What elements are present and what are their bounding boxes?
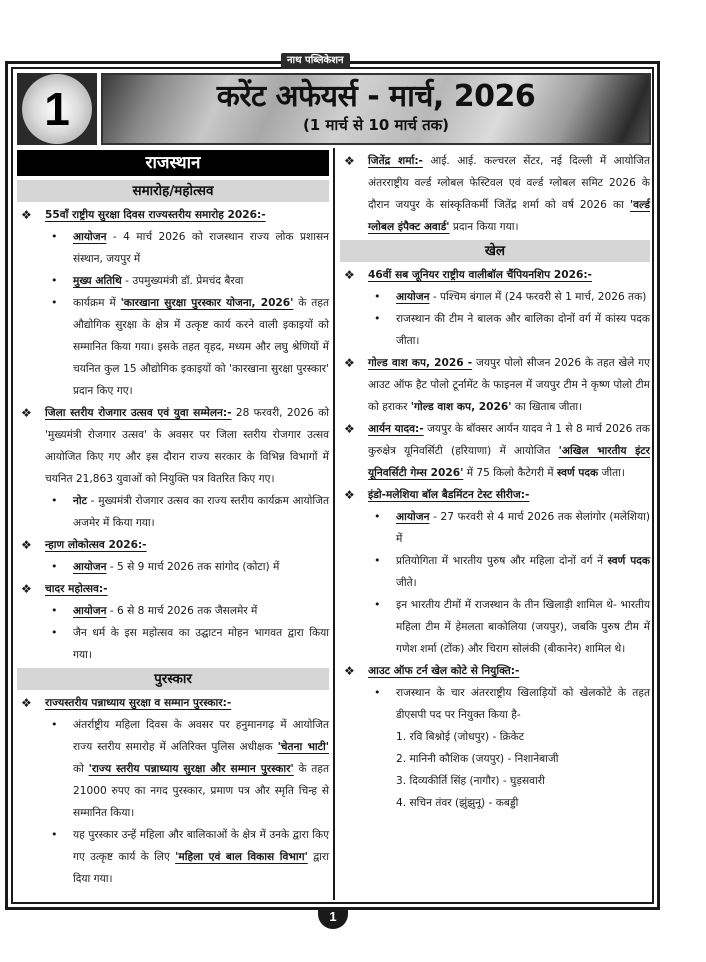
page-title: करेंट अफेयर्स - मार्च, 2026: [216, 79, 536, 114]
topic-heading: ❖ जितेंद्र शर्मा:- आई. आई. कल्चरल सेंटर, नई दिल्ली में आयोजित अंतरराष्ट्रीय वर्ल्ड ग्लोबल फेस्टिवल एवं वर्ल्ड ग्लोबल समिट 2026 के दौरान जयपुर के सांस्कृतिकर्मी जितेंद्र शर्मा को वर्ष 2026 का 'वर्ल्ड ग्लोबल इंपैक्ट अवार्ड' प्रदान किया गया।: [340, 150, 650, 238]
topic-heading: ❖ गोल्ड वाश कप, 2026 - जयपुर पोलो सीजन 2026 के तहत खेले गए आउट ऑफ हैट पोलो टूर्नामेंट के फाइनल में जयपुर टीम ने कृष्ण पोलो टीम को हराकर 'गोल्ड वाश कप, 2026' का खिताब जीता।: [340, 352, 650, 418]
bullet-icon: •: [51, 560, 58, 573]
title-banner: [101, 73, 651, 145]
numbered-item: 1. रवि बिश्नोई (जोधपुर) - क्रिकेट: [396, 731, 525, 743]
bullet-icon: •: [374, 554, 381, 567]
diamond-bullet-icon: ❖: [344, 664, 355, 678]
diamond-bullet-icon: ❖: [344, 488, 355, 502]
chapter-number: 1: [22, 74, 92, 144]
chapter-number-box: [17, 73, 97, 145]
subsection-title: खेल: [340, 240, 650, 262]
topic-heading: ❖ इंडो-मलेशिया बॉल बैडमिंटन टेस्ट सीरीज:-: [340, 484, 650, 506]
bullet-icon: •: [51, 828, 58, 841]
topic-heading: ❖ 46वीं सब जूनियर राष्ट्रीय वालीबॉल चैंपियनशिप 2026:-: [340, 264, 650, 286]
left-column: [17, 150, 329, 890]
numbered-item: 4. सचिन तंवर (झुंझुनू) - कबड्डी: [396, 797, 519, 809]
topic-heading: ❖ न्हाण लोकोत्सव 2026:-: [17, 534, 329, 556]
bullet-icon: •: [374, 290, 381, 303]
numbered-item: 3. दिव्यकीर्ति सिंह (नागौर) - घुड़सवारी: [396, 775, 545, 787]
bullet-icon: •: [374, 312, 381, 325]
publisher-label: नाथ पब्लिकेशन: [281, 53, 350, 69]
bullet-icon: •: [51, 230, 58, 243]
numbered-item: 2. मानिनी कौशिक (जयपुर) - निशानेबाजी: [396, 753, 559, 765]
diamond-bullet-icon: ❖: [344, 422, 355, 436]
diamond-bullet-icon: ❖: [21, 208, 32, 222]
list-item: • आयोजन - पश्चिम बंगाल में (24 फरवरी से 1 मार्च, 2026 तक): [340, 286, 650, 308]
bullet-icon: •: [51, 296, 58, 309]
bullet-icon: •: [374, 510, 381, 523]
subsection-title: समारोह/महोत्सव: [17, 180, 329, 202]
bullet-icon: •: [51, 494, 58, 507]
list-item: • मुख्य अतिथि - उपमुख्यमंत्री डॉ. प्रेमचंद बैरवा: [17, 270, 329, 292]
list-item: • आयोजन - 6 से 8 मार्च 2026 तक जैसलमेर में: [17, 600, 329, 622]
list-item: • राजस्थान के चार अंतरराष्ट्रीय खिलाड़ियों को खेलकोटे के तहत डीएसपी पद पर नियुक्त किया है-: [340, 682, 650, 726]
diamond-bullet-icon: ❖: [344, 268, 355, 282]
bullet-icon: •: [374, 686, 381, 699]
list-item: • अंतर्राष्ट्रीय महिला दिवस के अवसर पर हनुमानगढ़ में आयोजित राज्य स्तरीय समारोह में अतिरिक्त पुलिस अधीक्षक 'चेतना भाटी' को 'राज्य स्तरीय पन्नाध्याय सुरक्षा और सम्मान पुरस्कार' के तहत 21000 रुपए का नगद पुरस्कार, प्रमाण पत्र और स्मृति चिन्ह से सम्मानित किया।: [17, 714, 329, 824]
bullet-icon: •: [51, 604, 58, 617]
topic-heading: ❖ आउट ऑफ टर्न खेल कोटे से नियुक्ति:-: [340, 660, 650, 682]
bullet-icon: •: [51, 718, 58, 731]
topic-heading: ❖ आर्यन यादव:- जयपुर के बॉक्सर आर्यन यादव ने 1 से 8 मार्च 2026 तक कुरुक्षेत्र यूनिवर्सिटी (हरियाणा) में आयोजित 'अखिल भारतीय इंटर यूनिवर्सिटी गेम्स 2026' में 75 किलो कैटेगरी में स्वर्ण पदक जीता।: [340, 418, 650, 484]
right-column: [340, 150, 650, 814]
diamond-bullet-icon: ❖: [21, 538, 32, 552]
list-item: • राजस्थान की टीम ने बालक और बालिका दोनों वर्ग में कांस्य पदक जीता।: [340, 308, 650, 352]
list-item: • जैन धर्म के इस महोत्सव का उद्घाटन मोहन भागवत द्वारा किया गया।: [17, 622, 329, 666]
diamond-bullet-icon: ❖: [344, 356, 355, 370]
diamond-bullet-icon: ❖: [21, 406, 32, 420]
subsection-title: पुरस्कार: [17, 668, 329, 690]
diamond-bullet-icon: ❖: [344, 154, 355, 168]
diamond-bullet-icon: ❖: [21, 582, 32, 596]
topic-heading: ❖ चादर महोत्सव:-: [17, 578, 329, 600]
list-item: • इन भारतीय टीमों में राजस्थान के तीन खिलाड़ी शामिल थे- भारतीय महिला टीम में हेमलता बाकोलिया (जयपुर), जबकि पुरुष टीम में गणेश शर्मा (टोंक) और चिराग सोलंकी (बीकानेर) शामिल थे।: [340, 594, 650, 660]
list-item: • प्रतियोगिता में भारतीय पुरुष और महिला दोनों वर्ग नें स्वर्ण पदक जीते।: [340, 550, 650, 594]
page-number: 1: [318, 907, 348, 929]
list-item: • नोट - मुख्यमंत्री रोजगार उत्सव का राज्य स्तरीय कार्यक्रम आयोजित अजमेर में किया गया।: [17, 490, 329, 534]
bullet-icon: •: [51, 626, 58, 639]
bullet-icon: •: [374, 598, 381, 611]
section-title: राजस्थान: [17, 150, 329, 176]
topic-heading: ❖ 55वाँ राष्ट्रीय सुरक्षा दिवस राज्यस्तरीय समारोह 2026:-: [17, 204, 329, 226]
list-item: • यह पुरस्कार उन्हें महिला और बालिकाओं के क्षेत्र में उनके द्वारा किए गए उत्कृष्ट कार्य के लिए 'महिला एवं बाल विकास विभाग' द्वारा दिया गया।: [17, 824, 329, 890]
list-item: • कार्यक्रम में 'कारखाना सुरक्षा पुरस्कार योजना, 2026' के तहत औद्योगिक सुरक्षा के क्षेत्र में उत्कृष्ट कार्य करने वाली इकाइयों को सम्मानित किया गया। इसके तहत वृहद, मध्यम और लघु श्रेणियों में चयनित कुल 15 औद्योगिक इकाइयों को 'कारखाना सुरक्षा पुरस्कार' प्रदान किए गए।: [17, 292, 329, 402]
topic-heading: ❖ राज्यस्तरीय पन्नाध्याय सुरक्षा व सम्मान पुरस्कार:-: [17, 692, 329, 714]
bullet-icon: •: [51, 274, 58, 287]
topic-heading: ❖ जिला स्तरीय रोजगार उत्सव एवं युवा सम्मेलन:- 28 फरवरी, 2026 को 'मुख्यमंत्री रोजगार उत्सव' के अवसर पर जिला स्तरीय रोजगार उत्सव आयोजित किए गए और इस दौरान राज्य सरकार के विभिन्न विभागों में चयनित 21,863 युवाओं को नियुक्ति पत्र वितरित किए गए।: [17, 402, 329, 490]
diamond-bullet-icon: ❖: [21, 696, 32, 710]
page-subtitle: (1 मार्च से 10 मार्च तक): [302, 116, 450, 134]
list-item: • आयोजन - 4 मार्च 2026 को राजस्थान राज्य लोक प्रशासन संस्थान, जयपुर में: [17, 226, 329, 270]
list-item: • आयोजन - 5 से 9 मार्च 2026 तक सांगोद (कोटा) में: [17, 556, 329, 578]
list-item: • आयोजन - 27 फरवरी से 4 मार्च 2026 तक सेलांगोर (मलेशिया) में: [340, 506, 650, 550]
column-divider: [333, 148, 335, 900]
